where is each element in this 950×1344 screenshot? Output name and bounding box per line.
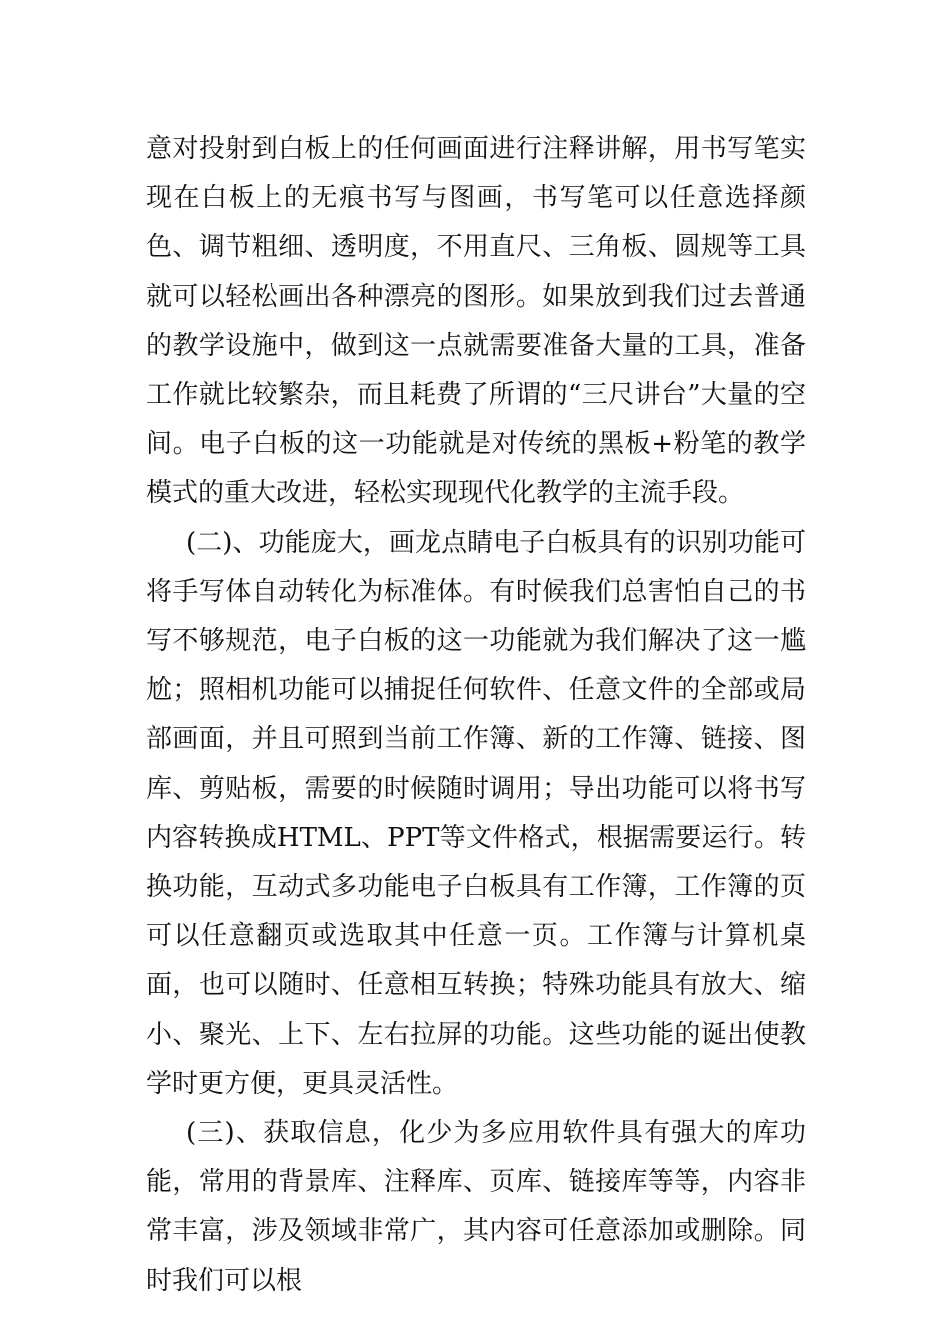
paragraph-section-two: (二)、功能庞大，画龙点睛电子白板具有的识别功能可将手写体自动转化为标准体。有时候我们总害怕自己的书写不够规范，电子白板的这一功能就为我们解决了这一尴尬；照相机功能可以捕捉任何软件、任意文件的全部或局部画面，并且可照到当前工作簿、新的工作簿、链接、图库、剪贴板，需要的时候随时调用；导出功能可以将书写内容转换成HTML、PPT等文件格式，根据需要运行。转换功能，互动式多功能电子白板具有工作簿，工作簿的页可以任意翻页或选取其中任意一页。工作簿与计算机桌面，也可以随时、任意相互转换；特殊功能具有放大、缩小、聚光、上下、左右拉屏的功能。这些功能的诞出使教学时更方便，更具灵活性。 (146, 527, 806, 1099)
document-body (146, 125, 806, 1306)
paragraph-continuation: 意对投射到白板上的任何画面进行注释讲解，用书写笔实现在白板上的无痕书写与图画，书写笔可以任意选择颜色、调节粗细、透明度，不用直尺、三角板、圆规等工具就可以轻松画出各种漂亮的图形。如果放到我们过去普通的教学设施中，做到这一点就需要准备大量的工具，准备工作就比较繁杂，而且耗费了所谓的“三尺讲台”大量的空间。电子白板的这一功能就是对传统的黑板+粉笔的教学模式的重大改进，轻松实现现代化教学的主流手段。 (146, 134, 806, 509)
paragraph-section-three: (三)、获取信息，化少为多应用软件具有强大的库功能，常用的背景库、注释库、页库、链接库等等，内容非常丰富，涉及领域非常广，其内容可任意添加或删除。同时我们可以根 (146, 1118, 806, 1296)
